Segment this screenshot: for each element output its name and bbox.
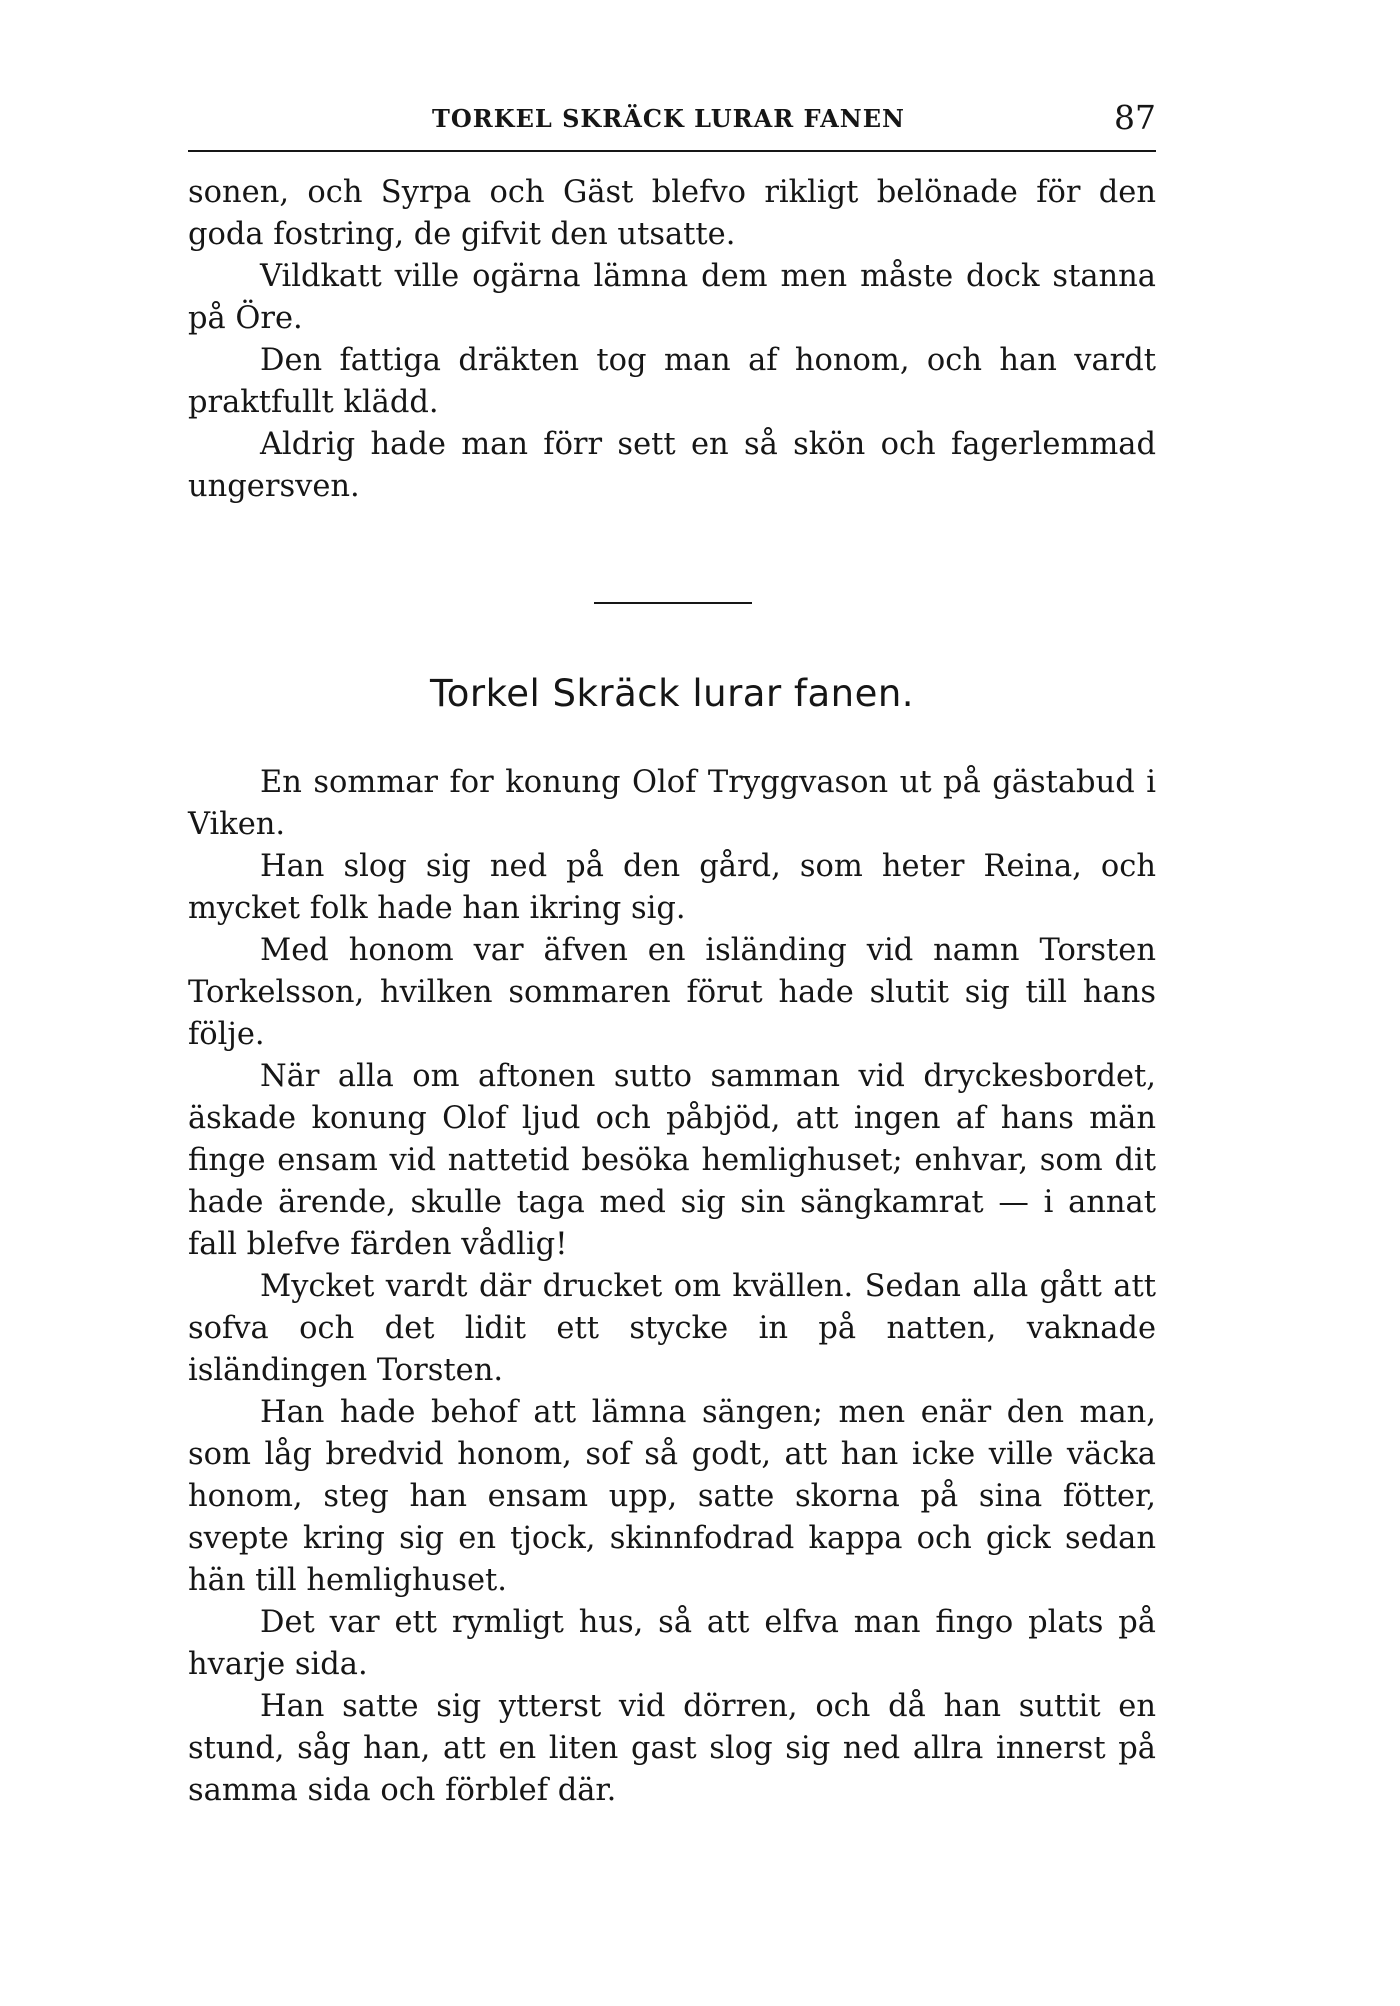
header-rule (188, 150, 1156, 152)
paragraph: Han slog sig ned på den gård, som heter Reina, och mycket folk hade han ikring sig. (188, 849, 1156, 926)
section-divider (594, 602, 752, 604)
paragraph: När alla om aftonen sutto samman vid dryckesbordet, äskade konung Olof ljud och påbjöd, att ingen af hans män finge ensam vid nattetid besöka hemlighuset; enhvar, som dit hade ärende, skulle taga med sig sin sängkamrat — i annat fall blefve färden vådlig! (188, 1059, 1156, 1262)
paragraph: Vildkatt ville ogärna lämna dem men måste dock stanna på Öre. (188, 259, 1156, 336)
paragraph: Han hade behof att lämna sängen; men enär den man, som låg bredvid honom, sof så godt, att han icke ville väcka honom, steg han ensam upp, satte skorna på sina fötter, svepte kring sig en tjock, skinnfodrad kappa och gick sedan hän till hemlighuset. (188, 1395, 1156, 1598)
paragraph: Aldrig hade man förr sett en så skön och fagerlemmad ungersven. (188, 427, 1156, 504)
paragraph: Det var ett rymligt hus, så att elfva man fingo plats på hvarje sida. (188, 1605, 1156, 1682)
paragraph: Den fattiga dräkten tog man af honom, och han vardt praktfullt klädd. (188, 343, 1156, 420)
running-title: TORKEL SKRÄCK LURAR FANEN (432, 104, 905, 133)
page-number: 87 (1114, 98, 1156, 137)
paragraph: Mycket vardt där drucket om kvällen. Sedan alla gått att sofva och det lidit ett stycke in på natten, vaknade isländingen Torsten. (188, 1269, 1156, 1388)
story-text (188, 762, 1156, 1812)
running-head (188, 98, 1156, 148)
paragraph-continued: sonen, och Syrpa och Gäst blefvo rikligt belönade för den goda fostring, de gifvit den utsatte. (188, 175, 1156, 252)
paragraph: Med honom var äfven en isländing vid namn Torsten Torkelsson, hvilken sommaren förut hade slutit sig till hans följe. (188, 933, 1156, 1052)
previous-story-text (188, 172, 1156, 508)
paragraph: Han satte sig ytterst vid dörren, och då han suttit en stund, såg han, att en liten gast slog sig ned allra innerst på samma sida och förblef där. (188, 1689, 1156, 1808)
story-title: Torkel Skräck lurar fanen. (429, 672, 915, 715)
paragraph: En sommar for konung Olof Tryggvason ut på gästabud i Viken. (188, 765, 1156, 842)
